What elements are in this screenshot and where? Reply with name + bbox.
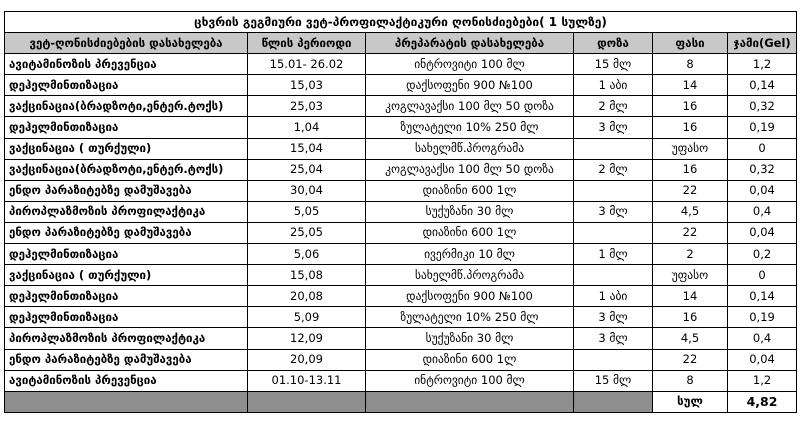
cell-price: 16: [653, 159, 728, 180]
cell-dose: 2 მლ: [574, 96, 653, 117]
cell-price: 14: [653, 286, 728, 307]
cell-price: 4,5: [653, 328, 728, 349]
cell-dose: 3 მლ: [574, 328, 653, 349]
table-row: [5, 54, 797, 75]
cell-drug: სუქუზანი 30 მლ: [366, 328, 574, 349]
cell-drug: სახელმწ.პროგრამა: [366, 138, 574, 159]
cell-dose: [574, 265, 653, 286]
vet-schedule-table: [4, 11, 797, 413]
cell-dose: 1 აბი: [574, 286, 653, 307]
cell-price: 16: [653, 96, 728, 117]
cell-period: 25,04: [248, 159, 366, 180]
cell-measure: პიროპლაზმოზის პროფილაქტიკა: [5, 201, 248, 222]
cell-period: 12,09: [248, 328, 366, 349]
cell-sum: 0,2: [728, 244, 797, 265]
table-row: [5, 307, 797, 328]
cell-sum: 0,14: [728, 286, 797, 307]
cell-dose: 15 მლ: [574, 54, 653, 75]
table-row: [5, 244, 797, 265]
cell-drug: სახელმწ.პროგრამა: [366, 265, 574, 286]
cell-sum: 0,19: [728, 117, 797, 138]
cell-price: 22: [653, 222, 728, 243]
cell-period: 5,06: [248, 244, 366, 265]
cell-drug: სუქუზანი 30 მლ: [366, 201, 574, 222]
cell-period: 15,08: [248, 265, 366, 286]
cell-drug: დიაზინი 600 1ლ: [366, 222, 574, 243]
table-row: [5, 96, 797, 117]
total-filler-cell: [248, 391, 366, 412]
cell-sum: 1,2: [728, 370, 797, 391]
cell-sum: 0,04: [728, 180, 797, 201]
cell-price: 8: [653, 370, 728, 391]
header-row: [5, 33, 797, 54]
cell-measure: ენდო პარაზიტებზე დამუშავება: [5, 349, 248, 370]
cell-period: 1,04: [248, 117, 366, 138]
table-row: [5, 75, 797, 96]
total-filler-cell: [366, 391, 574, 412]
cell-period: 15,04: [248, 138, 366, 159]
cell-price: 14: [653, 75, 728, 96]
total-filler-cell: [574, 391, 653, 412]
cell-drug: ზულატელი 10% 250 მლ: [366, 307, 574, 328]
cell-measure: დეჰელმინთიზაცია: [5, 286, 248, 307]
cell-measure: ვაქცინაცია(ბრადზოტი,ენტერ.ტოქს): [5, 96, 248, 117]
table-row: [5, 159, 797, 180]
cell-measure: ვაქცინაცია(ბრადზოტი,ენტერ.ტოქს): [5, 159, 248, 180]
cell-dose: 3 მლ: [574, 117, 653, 138]
cell-dose: 15 მლ: [574, 370, 653, 391]
cell-period: 15.01- 26.02: [248, 54, 366, 75]
table-row: [5, 328, 797, 349]
cell-measure: დეჰელმინთიზაცია: [5, 117, 248, 138]
cell-drug: დაქსოფენი 900 №100: [366, 75, 574, 96]
title-row: [5, 12, 797, 33]
cell-dose: 3 მლ: [574, 201, 653, 222]
total-label: სულ: [653, 391, 728, 412]
cell-drug: ზულატელი 10% 250 მლ: [366, 117, 574, 138]
cell-measure: ავიტამინოზის პრევენცია: [5, 54, 248, 75]
cell-sum: 0,04: [728, 349, 797, 370]
cell-measure: დეჰელმინთიზაცია: [5, 75, 248, 96]
cell-drug: დიაზინი 600 1ლ: [366, 349, 574, 370]
cell-period: 20,09: [248, 349, 366, 370]
table-row: [5, 201, 797, 222]
cell-measure: დეჰელმინთიზაცია: [5, 244, 248, 265]
total-value: 4,82: [728, 391, 797, 412]
cell-measure: ვაქცინაცია ( თურქული): [5, 265, 248, 286]
cell-price: 22: [653, 180, 728, 201]
cell-measure: პიროპლაზმოზის პროფილაქტიკა: [5, 328, 248, 349]
cell-drug: კოგლავაქსი 100 მლ 50 დოზა: [366, 96, 574, 117]
table-row: [5, 180, 797, 201]
table-row: [5, 117, 797, 138]
cell-sum: 0,4: [728, 201, 797, 222]
cell-period: 30,04: [248, 180, 366, 201]
cell-sum: 1,2: [728, 54, 797, 75]
cell-measure: დეჰელმინთიზაცია: [5, 307, 248, 328]
cell-period: 01.10-13.11: [248, 370, 366, 391]
cell-price: 16: [653, 117, 728, 138]
cell-dose: 2 მლ: [574, 159, 653, 180]
cell-period: 15,03: [248, 75, 366, 96]
cell-period: 25,03: [248, 96, 366, 117]
cell-sum: 0,14: [728, 75, 797, 96]
cell-sum: 0,19: [728, 307, 797, 328]
cell-drug: კოგლავაქსი 100 მლ 50 დოზა: [366, 159, 574, 180]
total-row: [5, 391, 797, 412]
cell-measure: ენდო პარაზიტებზე დამუშავება: [5, 180, 248, 201]
cell-measure: ავიტამინოზის პრევენცია: [5, 370, 248, 391]
table-row: [5, 138, 797, 159]
cell-measure: ვაქცინაცია ( თურქული): [5, 138, 248, 159]
cell-price: 8: [653, 54, 728, 75]
header-sum: ჯამი(Gel): [728, 33, 797, 54]
cell-sum: 0: [728, 138, 797, 159]
cell-price: უფასო: [653, 265, 728, 286]
cell-dose: [574, 138, 653, 159]
cell-price: 4,5: [653, 201, 728, 222]
cell-measure: ენდო პარაზიტებზე დამუშავება: [5, 222, 248, 243]
cell-dose: [574, 349, 653, 370]
cell-dose: [574, 222, 653, 243]
header-measure: ვეტ-ღონისძიებების დასახელება: [5, 33, 248, 54]
cell-period: 5,05: [248, 201, 366, 222]
cell-dose: 3 მლ: [574, 307, 653, 328]
cell-drug: ინტროვიტი 100 მლ: [366, 370, 574, 391]
cell-price: 2: [653, 244, 728, 265]
cell-period: 25,05: [248, 222, 366, 243]
total-filler-cell: [5, 391, 248, 412]
cell-period: 20,08: [248, 286, 366, 307]
cell-dose: 1 აბი: [574, 75, 653, 96]
table-row: [5, 265, 797, 286]
header-dose: დოზა: [574, 33, 653, 54]
header-period: წლის პერიოდი: [248, 33, 366, 54]
cell-drug: დიაზინი 600 1ლ: [366, 180, 574, 201]
cell-price: 16: [653, 307, 728, 328]
table-row: [5, 222, 797, 243]
cell-sum: 0: [728, 265, 797, 286]
table-title: ცხვრის გეგმიური ვეტ-პროფილაქტიკური ღონისძიებები( 1 სულზე): [5, 12, 797, 33]
cell-sum: 0,32: [728, 159, 797, 180]
cell-period: 5,09: [248, 307, 366, 328]
cell-price: უფასო: [653, 138, 728, 159]
cell-dose: [574, 180, 653, 201]
cell-drug: დაქსოფენი 900 №100: [366, 286, 574, 307]
table-row: [5, 349, 797, 370]
cell-price: 22: [653, 349, 728, 370]
table-row: [5, 286, 797, 307]
cell-dose: 1 მლ: [574, 244, 653, 265]
cell-sum: 0,04: [728, 222, 797, 243]
cell-sum: 0,4: [728, 328, 797, 349]
cell-drug: ივერმიკი 10 მლ: [366, 244, 574, 265]
table-row: [5, 370, 797, 391]
cell-drug: ინტროვიტი 100 მლ: [366, 54, 574, 75]
header-price: ფასი: [653, 33, 728, 54]
header-drug: პრეპარატის დასახელება: [366, 33, 574, 54]
cell-sum: 0,32: [728, 96, 797, 117]
